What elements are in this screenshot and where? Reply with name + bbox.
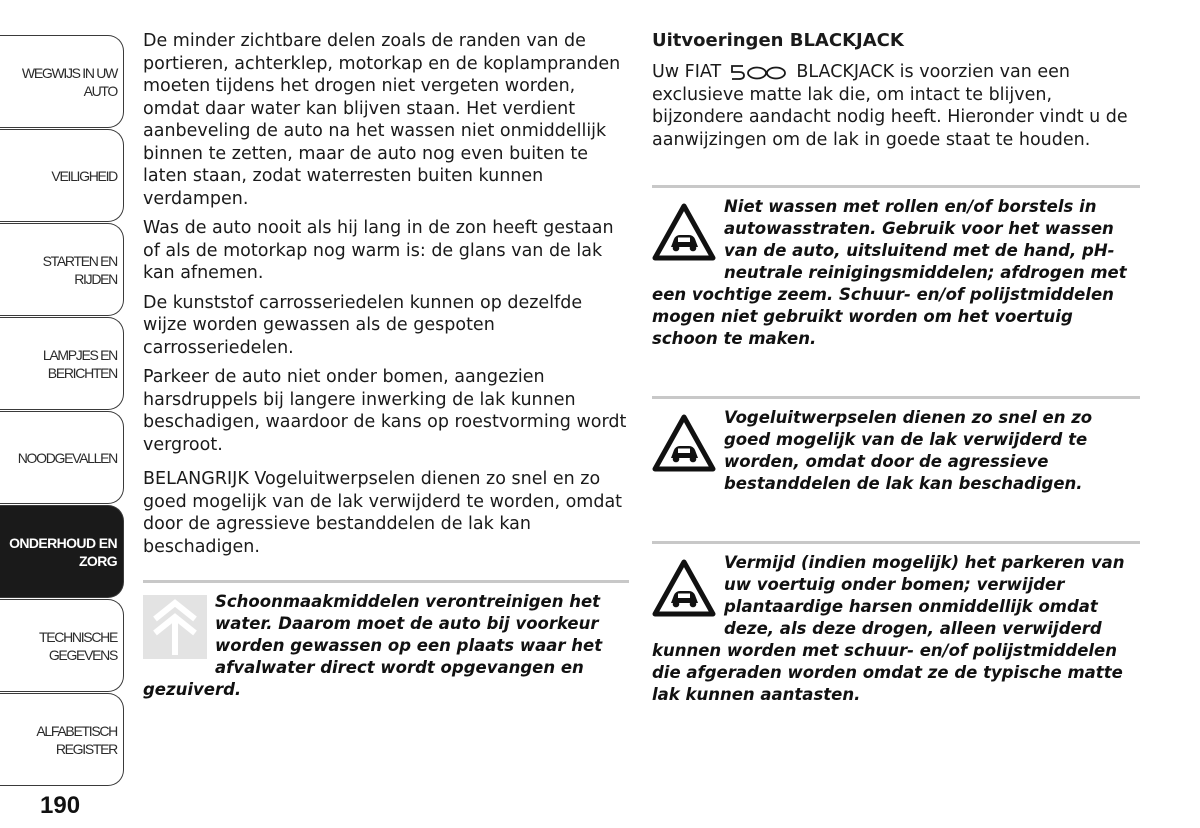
tab-label: VEILIGHEID [51,167,117,184]
tab-label: TECHNISCHE GEGEVENS [38,628,117,663]
warning-text: Niet wassen met rollen en/of borstels in autowasstraten. Gebruik voor het wassen van de auto, uitsluitend met de hand, pH-neutrale reinigingsmiddelen; afdrogen met een vochtige zeem. Schuur- en/of polijstmiddelen mogen niet gebruikt worden om het voertuig schoon te maken. [652,197,1127,348]
right-column [652,30,1140,706]
tab-label: ONDERHOUD EN ZORG [9,534,117,569]
tab-lampjes-en-berichten[interactable] [0,317,124,410]
tab-alfabetisch-register[interactable] [0,693,124,786]
paragraph: BELANGRIJK Vogeluitwerpselen dienen zo snel en zo goed mogelijk van de lak verwijderd te worden, omdat door de agressieve bestanddelen de lak kan beschadigen. [143,469,623,557]
environment-note-text: Schoonmaakmiddelen verontreinigen het water. Daarom moet de auto bij voorkeur worden gewassen op een plaats waar het afvalwater direct wordt opgevangen en gezuiverd. [143,592,603,699]
warning-triangle-car-icon [652,556,716,620]
divider [652,185,1140,188]
tab-starten-en-rijden[interactable] [0,223,124,316]
tab-noodgevallen[interactable] [0,411,124,504]
warning-note [652,196,1140,350]
paragraph: De minder zichtbare delen zoals de randen van de portieren, achterklep, motorkap en de koplampranden moeten tijdens het drogen niet vergeten worden, omdat daar water kan blijven staan. Het verdient aanbeveling de auto na het wassen niet onmiddellijk binnen te zetten, maar de auto nog even buiten te laten staan, zodat waterresten buiten kunnen verdampen. [143,31,621,209]
warning-text: Vogeluitwerpselen dienen zo snel en zo goed mogelijk van de lak verwijderd te worden, omdat door de agressieve bestanddelen de lak kan beschadigen. [724,408,1093,493]
warning-note [652,552,1140,706]
tab-onderhoud-en-zorg[interactable] [0,505,124,598]
tab-label: WEGWIJS IN UW AUTO [21,64,117,99]
tab-label: LAMPJES EN BERICHTEN [42,346,117,381]
tab-veiligheid[interactable] [0,129,124,222]
intro-paragraph [652,61,1140,151]
page-number: 190 [40,792,81,819]
fiat-500-logo [729,63,789,81]
tab-label: NOODGEVALLEN [17,449,117,466]
warning-note [652,407,1140,495]
divider [652,541,1140,544]
tab-label: ALFABETISCH REGISTER [36,722,117,757]
warning-text: Vermijd (indien mogelijk) het parkeren van uw voertuig onder bomen; verwijder plantaardige harsen onmiddellijk omdat deze, als deze drogen, alleen verwijderd kunnen worden met schuur- en/of polijstmiddelen die afgeraden worden omdat ze de typische matte lak kunnen aantasten. [652,553,1125,704]
tab-technische-gegevens[interactable] [0,599,124,692]
tab-label: STARTEN EN RIJDEN [42,252,117,287]
environment-arrows-icon [143,595,207,659]
warning-triangle-car-icon [652,411,716,475]
paragraph: Parkeer de auto niet onder bomen, aangezien harsdruppels bij langere inwerking de lak kunnen beschadigen, waardoor de kans op roestvorming wordt vergroot. [143,367,627,455]
paragraph: Was de auto nooit als hij lang in de zon heeft gestaan of als de motorkap nog warm is: de glans van de lak kan afnemen. [143,218,614,283]
section-heading: Uitvoeringen BLACKJACK [652,30,904,51]
divider [143,580,629,583]
tab-wegwijs-in-uw-auto[interactable] [0,35,124,128]
environment-note [143,591,629,701]
intro-text-start: Uw FIAT [652,62,722,82]
left-column [143,30,629,701]
divider [652,396,1140,399]
intro-text-end: BLACKJACK is voorzien van een exclusieve matte lak die, om intact te blijven, bijzondere aandacht nodig heeft. Hieronder vindt u de aanwijzingen om de lak in goede staat te houden. [652,62,1128,150]
warning-triangle-car-icon [652,200,716,264]
paragraph: De kunststof carrosseriedelen kunnen op dezelfde wijze worden gewassen als de gespoten carrosseriedelen. [143,292,583,358]
